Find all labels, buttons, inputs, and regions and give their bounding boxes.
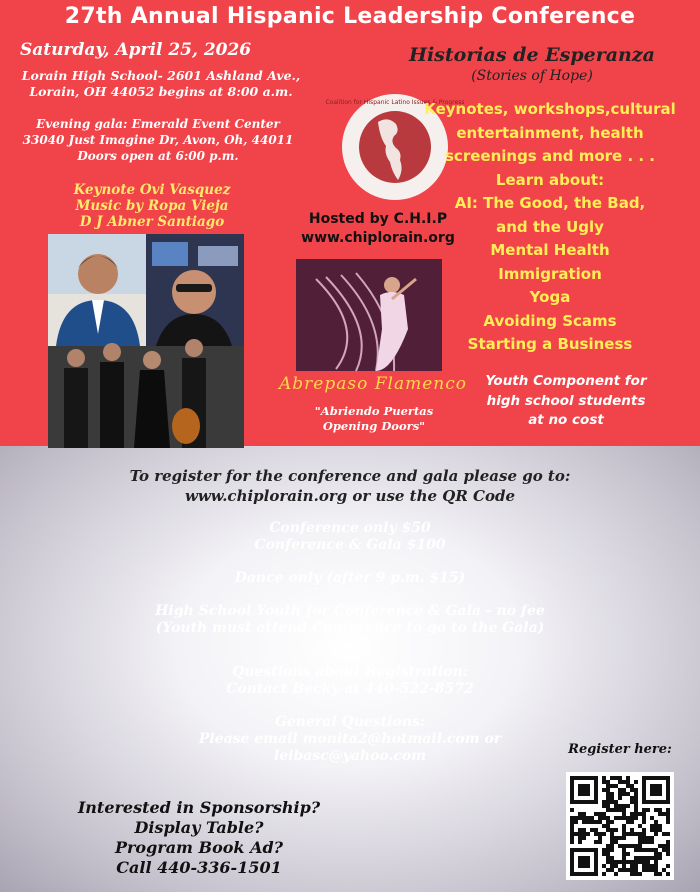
event-date: Saturday, April 25, 2026: [20, 40, 252, 60]
youth-component: [466, 372, 666, 431]
qr-label: Register here:: [568, 742, 672, 757]
dance-price: Dance only (after 9 p.m. $15): [234, 570, 466, 586]
host-info: [288, 210, 468, 248]
speakers-photo: [48, 234, 244, 448]
keynote-line: D J Abner Santiago: [79, 214, 225, 230]
general-line[interactable]: leibasc@yahoo.com: [273, 748, 427, 764]
feature-item: AI: The Good, the Bad,: [454, 194, 646, 212]
qr-code[interactable]: [566, 772, 674, 880]
keynote-line: Keynote Ovi Vasquez: [73, 182, 231, 198]
host-website[interactable]: www.chiplorain.org: [301, 230, 455, 246]
intro-line[interactable]: www.chiplorain.org or use the QR Code: [184, 487, 516, 505]
keynote-line: Music by Ropa Vieja: [75, 198, 229, 214]
gala-line: 33040 Just Imagine Dr, Avon, Oh, 44011: [22, 133, 294, 147]
sponsor-line: Program Book Ad?: [114, 838, 284, 857]
youth-line: at no cost: [528, 412, 604, 428]
intro-line: To register for the conference and gala please go to:: [129, 467, 571, 485]
questions-line: Contact Becky at 440-522-8572: [226, 681, 474, 697]
quote-line: "Abriendo Puertas: [314, 404, 434, 418]
feature-item: Keynotes, workshops,cultural: [424, 100, 676, 118]
sponsor-line: Interested in Sponsorship?: [77, 798, 321, 817]
quote-line: Opening Doors": [322, 419, 426, 433]
flamenco-quote: [274, 404, 474, 434]
feature-item: Yoga: [529, 288, 571, 306]
registration-intro: [0, 466, 700, 506]
feature-item: Mental Health: [490, 241, 610, 259]
location-line: Lorain High School- 2601 Ashland Ave.,: [21, 68, 301, 83]
flamenco-name: Abrepaso Flamenco: [279, 374, 467, 394]
price-line: Conference only $50: [269, 520, 431, 536]
theme-title: Historias de Esperanza: [409, 44, 655, 66]
feature-item: and the Ugly: [496, 217, 604, 236]
general-line[interactable]: Please email monita2@hotmail.com or: [198, 731, 502, 747]
logo-ring-text: Coalition for Hispanic Latino Issues & Progress: [325, 99, 465, 106]
sponsorship-info: [54, 798, 344, 878]
keynote-info: [42, 182, 262, 230]
price-line: Conference & Gala $100: [254, 537, 446, 553]
feature-item: entertainment, health: [456, 123, 644, 142]
general-line: General Questions:: [274, 714, 426, 730]
youth-fee-line: (Youth must attend Conference to go to the Gala): [155, 620, 545, 636]
pricing: [0, 520, 700, 637]
feature-item: Learn about:: [495, 170, 605, 189]
feature-item: Avoiding Scams: [483, 311, 617, 330]
youth-line: high school students: [486, 392, 646, 409]
gala-info: [10, 116, 306, 164]
gala-line: Doors open at 6:00 p.m.: [77, 149, 239, 163]
questions-line: Questions about Registration:: [232, 664, 468, 680]
youth-line: Youth Component for: [485, 373, 647, 389]
sponsor-line: Display Table?: [134, 818, 264, 837]
sponsor-line: Call 440-336-1501: [116, 858, 282, 877]
host-line: Hosted by C.H.I.P: [308, 211, 448, 227]
theme-subtitle: (Stories of Hope): [471, 68, 593, 84]
youth-fee-line: High School Youth for Conference & Gala - no fee: [155, 603, 545, 619]
feature-item: screenings and more . . .: [445, 147, 655, 165]
feature-item: Immigration: [498, 264, 602, 283]
feature-item: Starting a Business: [467, 335, 633, 353]
page-title: 27th Annual Hispanic Leadership Conference: [64, 4, 636, 29]
flamenco-dancer-photo: [296, 259, 442, 371]
conference-location: [6, 68, 316, 100]
gala-line: Evening gala: Emerald Event Center: [36, 117, 280, 131]
location-line: Lorain, OH 44052 begins at 8:00 a.m.: [29, 84, 293, 99]
